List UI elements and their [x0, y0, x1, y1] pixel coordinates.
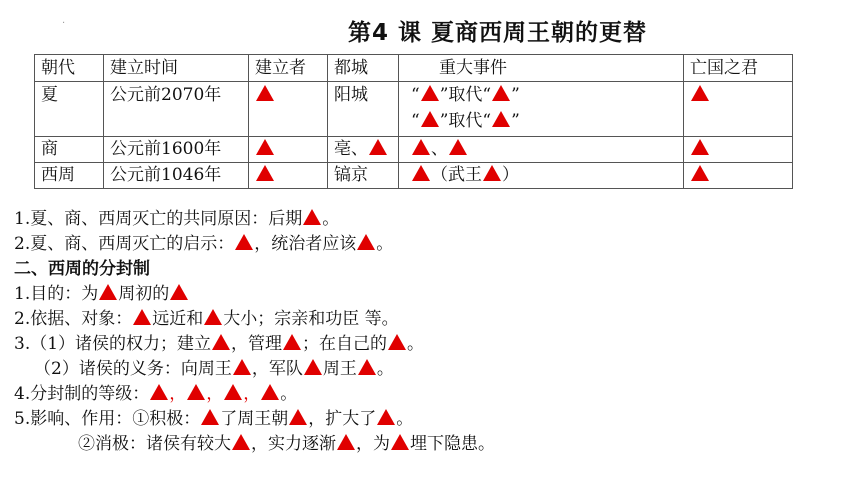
note-text: 。 — [280, 384, 298, 404]
notes — [14, 207, 495, 457]
cell-founder — [249, 82, 328, 137]
note-text: ；在自己的 — [302, 334, 388, 354]
note-text: 5.影响、作用：①积极： — [14, 409, 201, 429]
blank-triangle-icon — [204, 309, 222, 325]
note-line-impact — [14, 407, 495, 432]
note-text: 1.目的：为 — [14, 284, 99, 304]
cell-last-ruler — [684, 137, 793, 163]
header-events — [399, 55, 684, 82]
header-dynasty: 朝代 — [35, 55, 104, 82]
blank-triangle-icon — [256, 165, 274, 181]
cell-dynasty: 西周 — [35, 163, 104, 189]
quote-text: ” — [511, 111, 520, 131]
note-line-duties — [14, 357, 495, 382]
blank-triangle-icon — [388, 334, 406, 350]
blank-triangle-icon — [421, 111, 439, 127]
cell-last-ruler — [684, 163, 793, 189]
cell-events — [399, 163, 684, 189]
capital-text: 亳、 — [334, 139, 368, 159]
cell-dynasty: 商 — [35, 137, 104, 163]
separator-text: ， — [206, 384, 224, 404]
event-line — [411, 82, 677, 108]
note-text: ，管理 — [231, 334, 283, 354]
blank-triangle-icon — [187, 384, 205, 400]
blank-triangle-icon — [483, 165, 501, 181]
blank-triangle-icon — [283, 334, 301, 350]
note-text: 埋下隐患。 — [410, 434, 495, 454]
header-capital: 都城 — [328, 55, 399, 82]
cell-events — [399, 137, 684, 163]
table-row — [35, 137, 793, 163]
blank-triangle-icon — [133, 309, 151, 325]
cell-time: 公元前1046年 — [104, 163, 249, 189]
cell-founder — [249, 163, 328, 189]
note-line-ranks — [14, 382, 495, 407]
note-text: 。 — [396, 409, 414, 429]
blank-triangle-icon — [449, 139, 467, 155]
note-line-negative — [14, 432, 495, 457]
blank-triangle-icon — [212, 334, 230, 350]
separator-text: ， — [169, 384, 187, 404]
cell-events — [399, 82, 684, 137]
note-text: 大小；宗亲和功臣 等。 — [223, 309, 399, 329]
note-text: 3.（1）诸侯的权力；建立 — [14, 334, 212, 354]
note-text: 4.分封制的等级： — [14, 384, 150, 404]
section-heading: 二、西周的分封制 — [14, 259, 150, 279]
note-line-2 — [14, 232, 495, 257]
note-text: 周王 — [322, 359, 357, 379]
note-text: 。 — [322, 209, 340, 229]
quote-text: “ — [411, 85, 420, 105]
blank-triangle-icon — [357, 234, 375, 250]
blank-triangle-icon — [304, 359, 322, 375]
note-line-basis — [14, 307, 495, 332]
blank-triangle-icon — [691, 85, 709, 101]
blank-triangle-icon — [412, 139, 430, 155]
note-text: 2.夏、商、西周灭亡的启示： — [14, 234, 235, 254]
blank-triangle-icon — [235, 234, 253, 250]
note-text: 2.依据、对象： — [14, 309, 133, 329]
note-text: 周初的 — [118, 284, 170, 304]
stray-dot: · — [62, 18, 66, 29]
table-row — [35, 82, 793, 137]
blank-triangle-icon — [289, 409, 307, 425]
note-text: ②消极：诸侯有较大 — [78, 434, 231, 454]
quote-text: ” — [511, 85, 520, 105]
event-text: ”取代“ — [439, 111, 492, 131]
blank-triangle-icon — [232, 434, 250, 450]
header-events-label: 重大事件 — [439, 58, 507, 78]
blank-triangle-icon — [150, 384, 168, 400]
event-text: ） — [502, 165, 519, 185]
blank-triangle-icon — [377, 409, 395, 425]
page-title: 第4 课 夏商西周王朝的更替 — [348, 20, 648, 46]
event-text: 、 — [431, 139, 448, 159]
note-text: （2）诸侯的义务：向周王 — [34, 359, 232, 379]
blank-triangle-icon — [256, 139, 274, 155]
note-text: ，实力逐渐 — [251, 434, 336, 454]
note-text: ，扩大了 — [308, 409, 377, 429]
blank-triangle-icon — [691, 139, 709, 155]
blank-triangle-icon — [691, 165, 709, 181]
blank-triangle-icon — [303, 209, 321, 225]
cell-time: 公元前1600年 — [104, 137, 249, 163]
note-text: 远近和 — [152, 309, 204, 329]
blank-triangle-icon — [256, 85, 274, 101]
cell-dynasty: 夏 — [35, 82, 104, 137]
blank-triangle-icon — [492, 111, 510, 127]
blank-triangle-icon — [358, 359, 376, 375]
note-text: 。 — [376, 234, 394, 254]
cell-capital — [328, 137, 399, 163]
cell-last-ruler — [684, 82, 793, 137]
blank-triangle-icon — [170, 284, 188, 300]
separator-text: ， — [243, 384, 261, 404]
header-last-ruler: 亡国之君 — [684, 55, 793, 82]
note-text: ，为 — [356, 434, 390, 454]
cell-capital: 镐京 — [328, 163, 399, 189]
cell-time: 公元前2070年 — [104, 82, 249, 137]
note-text: ，统治者应该 — [254, 234, 357, 254]
header-founder: 建立者 — [249, 55, 328, 82]
header-time: 建立时间 — [104, 55, 249, 82]
event-text: ”取代“ — [439, 85, 492, 105]
note-line-1 — [14, 207, 495, 232]
blank-triangle-icon — [337, 434, 355, 450]
cell-founder — [249, 137, 328, 163]
dynasty-table — [34, 54, 793, 189]
cell-capital: 阳城 — [328, 82, 399, 137]
event-line — [411, 108, 677, 134]
note-line-rights — [14, 332, 495, 357]
note-text: 1.夏、商、西周灭亡的共同原因：后期 — [14, 209, 303, 229]
blank-triangle-icon — [421, 85, 439, 101]
blank-triangle-icon — [492, 85, 510, 101]
blank-triangle-icon — [369, 139, 387, 155]
blank-triangle-icon — [224, 384, 242, 400]
table-header-row — [35, 55, 793, 82]
blank-triangle-icon — [99, 284, 117, 300]
note-text: 了周王朝 — [220, 409, 289, 429]
blank-triangle-icon — [391, 434, 409, 450]
note-text: 。 — [407, 334, 425, 354]
note-text: 。 — [376, 359, 394, 379]
blank-triangle-icon — [233, 359, 251, 375]
quote-text: “ — [411, 111, 420, 131]
note-text: ，军队 — [251, 359, 303, 379]
blank-triangle-icon — [201, 409, 219, 425]
blank-triangle-icon — [412, 165, 430, 181]
event-text: （武王 — [431, 165, 482, 185]
table-row — [35, 163, 793, 189]
note-line-purpose — [14, 282, 495, 307]
blank-triangle-icon — [261, 384, 279, 400]
